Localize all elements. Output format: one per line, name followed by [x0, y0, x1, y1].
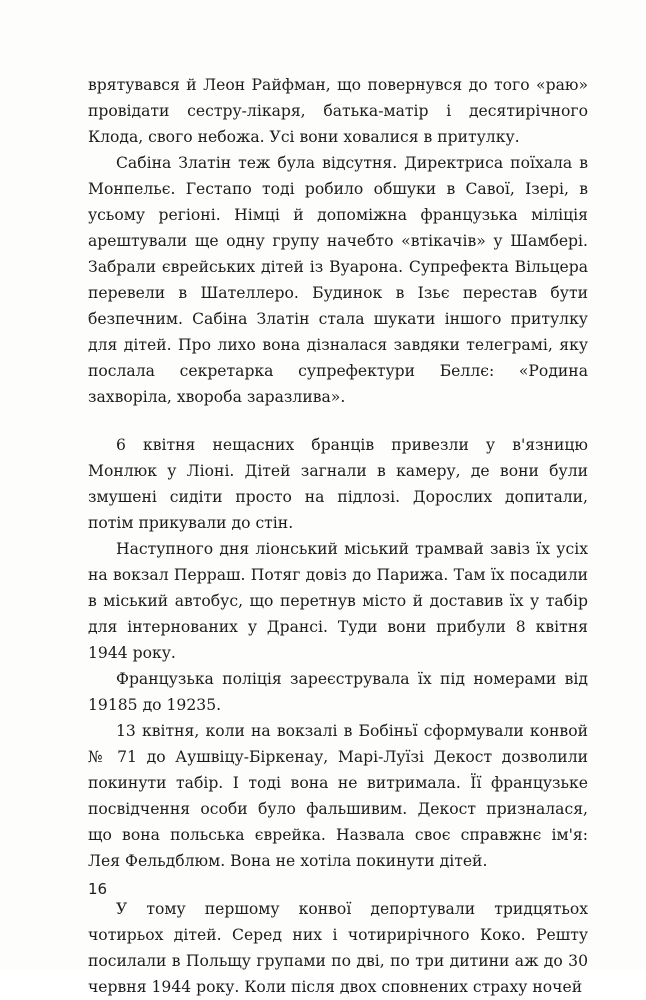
paragraph: Французька поліція зареєструвала їх під номерами від 19185 до 19235. — [88, 670, 588, 714]
paragraph: Наступного дня ліонський міський трамвай завіз їх усіх на вокзал Перраш. Потяг довіз до Парижа. Там їх посадили в міський автобус, що перетнув місто й доставив їх у табір для інтернованих у Дрансі. Туди вони прибули 8 квітня 1944 року. — [88, 540, 588, 662]
paragraph: У тому першому конвої депортували тридцятьох чотирьох дітей. Серед них і чотирирічного Коко. Решту посилали в Польщу групами по дві, по три дитини аж до 30 червня 1944 року. Коли після двох сповнених страху ночей — [88, 900, 588, 996]
page-number: 16 — [88, 880, 108, 898]
paragraph: 6 квітня нещасних бранців привезли у в'язницю Монлюк у Ліоні. Дітей загнали в камеру, де вони були змушені сидіти просто на підлозі. Дорослих допитали, потім прикували до стін. — [88, 436, 588, 532]
paragraph: 13 квітня, коли на вокзалі в Бобіньї сформували конвой № 71 до Аушвіцу-Біркенау, Марі-Луїзі Декост дозволили покинути табір. І тоді вона не витримала. Її французьке посвідчення особи було фальшивим. Декост призналася, що вона польська єврейка. Назвала своє справжнє ім'я: Лея Фельдблюм. Вона не хотіла покинути дітей. — [88, 722, 588, 870]
paragraph: Сабіна Златін теж була відсутня. Директриса поїхала в Монпельє. Гестапо тоді робило обшуки в Савої, Ізері, в усьому регіоні. Німці й допоміжна французька міліція арештували ще одну групу начебто «втікачів» у Шамбері. Забрали єврейських дітей із Вуарона. Супрефекта Вільцера перевели в Шателлеро. Будинок в Ізьє перестав бути безпечним. Сабіна Златін стала шукати іншого притулку для дітей. Про лихо вона дізналася завдяки телеграмі, яку послала секретарка супрефектури Беллє: «Родина захворіла, хвороба заразлива». — [88, 154, 588, 406]
paragraph-continuation: врятувався й Леон Райфман, що повернувся до того «раю» провідати сестру-лікаря, батька-матір і десятирічного Клода, свого небожа. Усі вони ховалися в притулку. — [88, 76, 588, 146]
body-text — [88, 72, 588, 1000]
